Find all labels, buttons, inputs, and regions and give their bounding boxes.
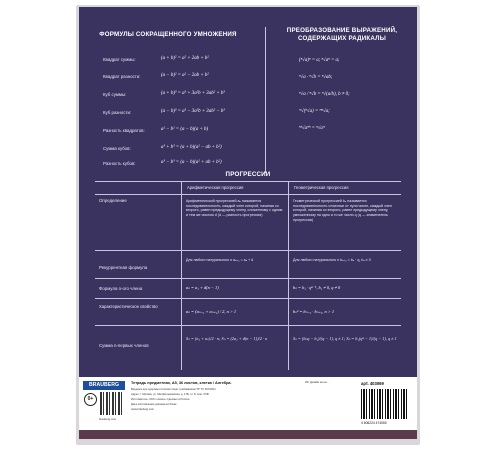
geom-recurrent: Для любого натурального n bₙ₊₁ = bₙ · q, bₙ ≠ 0 [293,258,371,262]
arith-definition: Арифметической прогрессией aₙ называется последовательность, каждый член которой, начиная со второго, равен предыдущему члену, сложенному с одним и тем же числом d (d — разность прогрессии) [186,199,283,218]
product-name: Тетрадь предметная, А5, 36 листов, клетка / Алгебра. [131,381,232,385]
radical-formula: ⁿ√a / ⁿ√b = ⁿ√(a/b), b ≠ 0; [299,92,350,97]
formula: (a − b)³ = a³ − 3a²b + 3ab² − b³ [161,109,225,114]
formula-label: Квадрат суммы: [103,57,136,62]
formula: a³ − b³ = (a − b)(a² + ab + b²) [161,160,222,165]
formula-label: Разность квадратов: [103,128,145,133]
row-label: Сумма n-первых членов [99,343,149,348]
table-vline [288,181,289,370]
geom-characteristic: bₙ² = bₙ₋₁ · bₙ₊₁, n > 1 [293,309,335,314]
arith-characteristic: aₙ = (aₙ₋₁ + aₙ₊₁) / 2, n > 1 [186,309,237,314]
brand-logo: BRAUBERG [83,381,125,390]
table-line [95,325,401,326]
info-line: www.brauberg.com [131,408,155,411]
row-label: Формула n-ого члена [99,286,143,291]
column-header-arithmetic: Арифметическая прогрессия [187,185,244,190]
table-vline [181,181,182,370]
formula: a³ + b³ = (a + b)(a² − ab + b²) [161,145,222,150]
column-header-geometric: Геометрическая прогрессия [294,185,349,190]
table-line [95,298,401,299]
info-line: Адрес: г. Москва, ул. Мосфильмовская, д. 17Б, эт. 8, пом. XXIII [131,393,210,396]
formula: (a + b)² = a² + 2ab + b² [161,56,209,61]
radical-formula: ᵐ√(ⁿ√a) = ᵐⁿ√a; [299,109,330,114]
table-line [95,250,401,251]
section-title-radicals-line1: ПРЕОБРАЗОВАНИЕ ВЫРАЖЕНИЙ, [286,27,398,34]
section-title-progressions: ПРОГРЕССИИ [225,171,271,178]
barcode [361,389,409,419]
info-line: Вредных для здоровья Соответствует требованиям ТР ТС 007/2011 [131,388,216,391]
info-line: Дата изготовления указана на блоке [131,403,177,406]
formula: a² − b² = (a − b)(a + b) [161,127,209,132]
radical-formula: (ⁿ√a)ⁿ = a; ⁿ√aⁿ = a; [299,58,340,63]
geom-definition: Геометрической прогрессией bₙ называется последовательность отличных от нуля чисел, каждый член которой, начиная со второго, равен предыдущему члену, умноженному на одно и то же число q (q — знаменатель прогрессии) [293,199,392,222]
age-rating-badge: 0+ [84,393,97,406]
info-line: Изготовитель: ООО «Союз» Сделано в России [131,398,190,401]
table-line [95,194,401,195]
section-title-multiplication: ФОРМУЛЫ СОКРАЩЕННОГО УМНОЖЕНИЯ [99,31,237,38]
formula-label: Куб разности: [103,110,132,115]
radical-formula: ⁿᵏ√aᵐᵏ = ⁿ√aᵐ [299,126,325,131]
arith-recurrent: Для любого натурального n aₙ₊₁ = aₙ + d [186,258,254,262]
side-note: ИЗ. Дизайн не на… [305,381,330,384]
radical-formula: ⁿ√a · ⁿ√b = ⁿ√ab; [299,75,333,80]
formula-label: Разность кубов: [103,161,136,166]
qr-code-icon [100,392,123,415]
article-number: арт. 403069 [361,381,384,386]
geom-sum: Sₙ = (bₙq − b₁)/(q − 1), q ≠ 1; Sₙ = b₁(qⁿ − 1)/(q − 1), q ≠ 1 [293,336,397,341]
formula: (a + b)³ = a³ + 3a²b + 3ab² + b³ [161,91,225,96]
row-label: Рекуррентная формула [99,265,148,270]
site-text: brauberg.com [99,417,117,421]
formula-label: Куб суммы: [103,92,127,97]
row-label: Определение [99,198,127,203]
notebook-bottom-edge [79,430,417,439]
row-label: Характеристическое свойство [99,304,158,309]
table-line [95,181,401,182]
column-divider [265,27,266,173]
geom-nth-term: bₙ = b₁ · qⁿ⁻¹, b₁ ≠ 0, q ≠ 0 [293,285,341,290]
table-line [95,278,401,279]
notebook-cover [79,7,417,439]
arith-sum: Sₙ = (a₁ + aₙ)/2 · n; Sₙ = (2a₁ + d(n − 1))/2 · n [186,336,268,341]
arith-nth-term: aₙ = a₁ + d(n − 1) [186,285,219,290]
formula-label: Квадрат разности: [103,74,141,79]
section-title-radicals-line2: СОДЕРЖАЩИХ РАДИКАЛЫ [298,35,386,42]
formula-label: Сумма кубов: [103,146,131,151]
barcode-number: 4 606224 474060 [361,421,387,425]
formula: (a − b)² = a² − 2ab + b² [161,73,209,78]
